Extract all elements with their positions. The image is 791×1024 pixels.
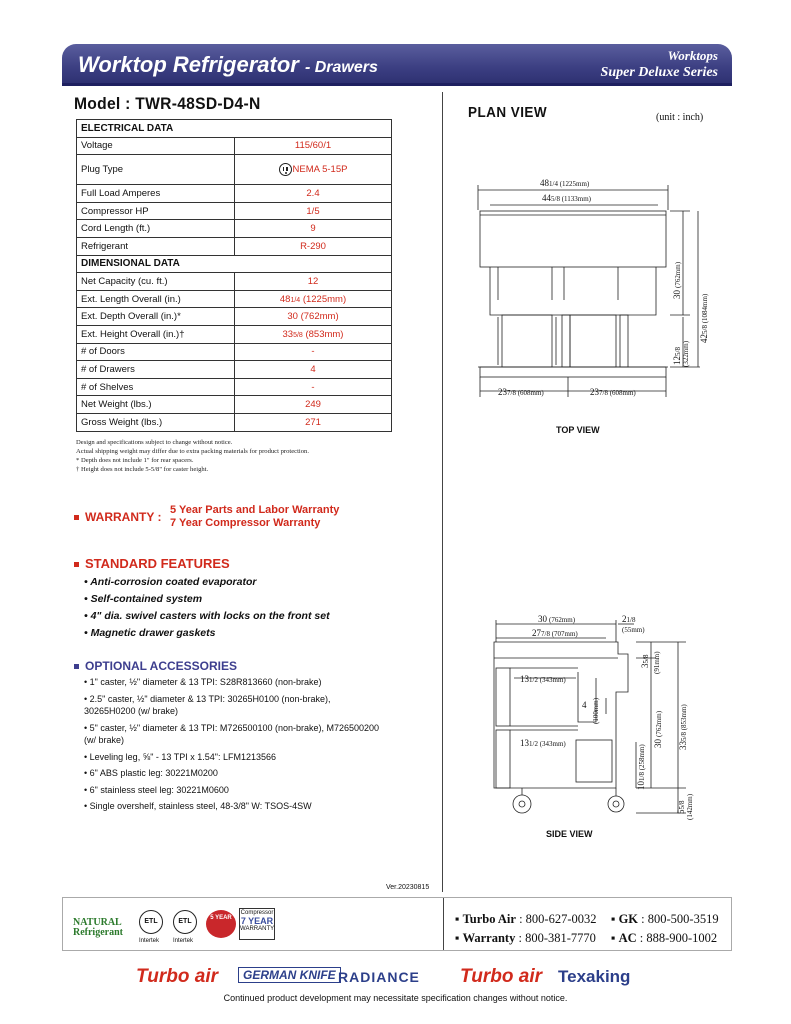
row-value: 12 [235, 273, 392, 291]
dim-depth-overall: 42 [699, 334, 709, 343]
row-value [235, 155, 392, 185]
contact-name: Turbo Air [462, 912, 516, 926]
table-row [77, 308, 392, 326]
svg-text:131/2 (343mm) [520, 674, 566, 684]
top-view-caption: TOP VIEW [556, 425, 600, 435]
version-label: Ver.20230815 [386, 884, 430, 891]
value-main: 48 [279, 293, 291, 305]
dim-half2-frac: 7/8 (608mm) [599, 389, 636, 397]
side-dim-height30-mm: (762mm) [655, 710, 663, 737]
note-line: Actual shipping weight may differ due to extra packing materials for product protection. [76, 448, 309, 455]
table-row [77, 273, 392, 291]
row-label: # of Drawers [77, 361, 235, 379]
heading-text: OPTIONAL ACCESSORIES [85, 659, 238, 673]
optional-accessories-list [84, 676, 384, 817]
natural-refrigerant-logo [73, 918, 123, 938]
table-row [77, 290, 392, 308]
dim-half1: 23 [498, 387, 507, 397]
row-label: Refrigerant [77, 237, 235, 255]
disclaimer: Continued product development may necessitate specification changes without notice. [223, 993, 568, 1003]
svg-text:277/8 (707mm) [532, 628, 578, 638]
contact-phone: : 800-381-7770 [518, 931, 596, 945]
model-title: Model : TWR-48SD-D4-N [74, 94, 261, 113]
row-label: Cord Length (ft.) [77, 220, 235, 238]
warranty-heading [74, 510, 161, 524]
contact-name: AC [618, 931, 637, 945]
side-dim-rear: 2 [622, 614, 627, 624]
natural-l2: Refrigerant [73, 927, 123, 938]
row-label: Full Load Amperes [77, 185, 235, 203]
side-dim-gap-mm: (100mm) [592, 697, 600, 724]
list-item: • 5" caster, ½" diameter & 13 TPI: M726500100 (non-brake), M726500200 (w/ brake) [84, 722, 380, 745]
side-dim-depth: 30 [538, 614, 547, 624]
top-view-drawing [470, 175, 720, 405]
cert-label: Intertek [173, 938, 194, 944]
table-row [77, 413, 392, 431]
row-label: Gross Weight (lbs.) [77, 413, 235, 431]
contact-name: Warranty [462, 931, 516, 945]
page-title [78, 52, 378, 78]
row-value: 9 [235, 220, 392, 238]
row-label: Ext. Depth Overall (in.)* [77, 308, 235, 326]
dim-inner-width-frac: 5/8 (1133mm) [551, 195, 591, 203]
list-item: • 2.5" caster, ½" diameter & 13 TPI: 30265H0100 (non-brake), 30265H0200 (w/ brake) [84, 693, 331, 716]
dim-depth-mm: (762mm) [674, 261, 682, 288]
dim-drawer-ext-mm: (322mm) [682, 340, 690, 367]
list-item: • 1" caster, ½" diameter & 13 TPI: S28R813660 (non-brake) [84, 677, 322, 687]
svg-text:335/8 (853mm) [678, 704, 688, 750]
row-value: - [235, 343, 392, 361]
five-year-warranty-badge: 5 YEAR [206, 910, 236, 938]
seven-year-warranty-badge [239, 908, 275, 940]
bullet-icon [74, 562, 79, 567]
row-value [235, 325, 392, 343]
table-row [77, 343, 392, 361]
table-row [77, 361, 392, 379]
unit-label: (unit : inch) [656, 112, 704, 123]
value-main: 33 [282, 328, 294, 340]
contact-phone: : 888-900-1002 [639, 931, 718, 945]
table-row [77, 237, 392, 255]
plug-icon [279, 163, 292, 176]
side-dim-drawer2-frac: 1/2 (343mm) [529, 740, 566, 748]
svg-text:101/8 (258mm) [636, 744, 646, 790]
contact-phone: : 800-627-0032 [519, 912, 597, 926]
list-item: • Anti-corrosion coated evaporator [84, 576, 257, 588]
row-value: 4 [235, 361, 392, 379]
list-item: • Magnetic drawer gaskets [84, 627, 216, 639]
badge7-bottom: WARRANTY [240, 926, 275, 932]
side-dim-height30: 30 [653, 739, 663, 748]
side-dim-height-overall: 33 [678, 741, 688, 750]
side-dim-caster: 5 [676, 809, 686, 814]
row-label: Compressor HP [77, 202, 235, 220]
standard-features-list [84, 574, 330, 642]
spec-notes [76, 438, 309, 474]
list-item: • 6" stainless steel leg: 30221M0600 [84, 784, 229, 795]
dim-drawer-ext: 12 [672, 356, 682, 365]
plug-type-value: NEMA 5-15P [292, 164, 348, 176]
value-tail: (853mm) [302, 328, 344, 340]
natural-l1: NATURAL [73, 917, 122, 928]
dim-overall-width-frac: 1/4 (1225mm) [549, 180, 590, 188]
side-dim-drawer1: 13 [520, 674, 529, 684]
dim-inner-width: 44 [542, 193, 551, 203]
turbo-air-logo: Turbo air [136, 966, 218, 987]
list-item: • 6" ABS plastic leg: 30221M0200 [84, 768, 218, 778]
table-row [77, 137, 392, 155]
svg-text:131/2 (343mm) [520, 738, 566, 748]
contact-row: ▪ Warranty : 800-381-7770 ▪ AC : 888-900-1002 [455, 931, 718, 945]
side-dim-top-h-frac: 5/8 [642, 654, 650, 664]
dim-depth-overall-frac: 5/8 (1084mm) [701, 293, 709, 334]
warranty-line2: 7 Year Compressor Warranty [170, 517, 321, 529]
contact-list [455, 910, 719, 948]
contact-phone: : 800-500-3519 [641, 912, 719, 926]
side-dim-gap: 4 [582, 700, 587, 710]
side-dim-inner-depth: 27 [532, 628, 541, 638]
svg-text:55/8 [676, 800, 686, 814]
svg-text:30(762mm) [672, 261, 682, 299]
dim-half1-frac: 7/8 (608mm) [507, 389, 544, 397]
row-label: Voltage [77, 137, 235, 155]
row-value: 1/5 [235, 202, 392, 220]
table-row [77, 220, 392, 238]
badge7-big: 7 YEAR [240, 916, 274, 926]
side-dim-lower: 10 [636, 781, 646, 790]
header-banner [62, 44, 732, 86]
table-row [77, 396, 392, 414]
series-label [601, 47, 718, 81]
optional-accessories-heading [74, 659, 237, 673]
row-value: 115/60/1 [235, 137, 392, 155]
row-label: Net Weight (lbs.) [77, 396, 235, 414]
side-dim-rear-frac: 1/8 [626, 616, 636, 624]
texaking-logo: Texaking [558, 967, 631, 986]
row-label: Ext. Length Overall (in.) [77, 290, 235, 308]
svg-text:237/8 (608mm) [498, 387, 544, 397]
svg-text:35/8 [640, 654, 650, 668]
value-frac: 1/4 [290, 296, 301, 304]
brand-logos [130, 964, 670, 990]
side-dim-rear-mm: (55mm) [622, 626, 645, 634]
side-dim-top-h: 3 [640, 663, 650, 668]
side-view-caption: SIDE VIEW [546, 829, 593, 839]
svg-text:481/4 (1225mm) [540, 178, 590, 188]
footer-divider [443, 898, 444, 950]
table-row [77, 185, 392, 203]
row-value: 30 (762mm) [235, 308, 392, 326]
row-label: # of Doors [77, 343, 235, 361]
row-value: 2.4 [235, 185, 392, 203]
series-line1: Worktops [667, 48, 718, 63]
heading-text: STANDARD FEATURES [85, 556, 230, 571]
side-view-drawing [486, 612, 706, 826]
row-value: R-290 [235, 237, 392, 255]
german-knife-logo: GERMAN KNIFE [238, 967, 341, 983]
svg-text:21/8 [622, 614, 636, 624]
side-dim-lower-frac: 1/8 (258mm) [638, 744, 646, 781]
dim-overall-width: 48 [540, 178, 549, 188]
svg-text:30(762mm) [653, 710, 663, 748]
row-label: Ext. Height Overall (in.)† [77, 325, 235, 343]
value-frac: 5/8 [293, 331, 303, 339]
side-dim-depth-mm: (762mm) [549, 616, 576, 624]
list-item: • Single overshelf, stainless steel, 48-3/8" W: TSOS-4SW [84, 801, 312, 811]
row-value [235, 290, 392, 308]
electrical-header: ELECTRICAL DATA [77, 120, 392, 138]
svg-text:125/8 [672, 347, 682, 365]
side-dim-top-h-mm: (91mm) [653, 651, 661, 674]
etl-cert-icon: ETL [139, 910, 163, 934]
table-row [77, 155, 392, 185]
warranty-label: WARRANTY : [85, 510, 162, 524]
dimensional-header: DIMENSIONAL DATA [77, 255, 392, 273]
note-line: Design and specifications subject to change without notice. [76, 439, 233, 446]
list-item: • Self-contained system [84, 593, 203, 605]
bullet-icon [74, 515, 79, 520]
table-row [77, 202, 392, 220]
turbo-air-logo: Turbo air [460, 966, 542, 987]
row-value: 271 [235, 413, 392, 431]
list-item: • Leveling leg, ⅝" - 13 TPI x 1.54": LFM1213566 [84, 751, 276, 762]
contact-row: ▪ Turbo Air : 800-627-0032 ▪ GK : 800-500-3519 [455, 912, 719, 926]
cert-label: Intertek [139, 938, 160, 944]
note-line: † Height does not include 5-5/8" for caster height. [76, 466, 209, 473]
side-dim-drawer2: 13 [520, 738, 529, 748]
plan-view-heading: PLAN VIEW [468, 104, 548, 121]
dim-depth: 30 [672, 290, 682, 299]
row-value: - [235, 378, 392, 396]
row-label: Plug Type [77, 155, 235, 185]
series-line2: Super Deluxe Series [600, 65, 718, 80]
side-dim-drawer1-frac: 1/2 (343mm) [529, 676, 566, 684]
svg-text:237/8 (608mm) [590, 387, 636, 397]
svg-text:425/8 (1084mm) [699, 293, 709, 343]
subtitle-text: - Drawers [304, 59, 378, 76]
side-dim-caster-frac: 5/8 [678, 800, 686, 810]
side-dim-caster-mm: (142mm) [686, 793, 694, 820]
etl-sanitation-cert-icon: ETL [173, 910, 197, 934]
contact-name: GK [618, 912, 639, 926]
standard-features-heading [74, 556, 230, 571]
svg-text:30(762mm) [538, 614, 576, 624]
bullet-icon [74, 664, 79, 669]
note-line: * Depth does not include 1" for rear spacers. [76, 457, 194, 464]
warranty-line1: 5 Year Parts and Labor Warranty [170, 504, 340, 516]
row-label: # of Shelves [77, 378, 235, 396]
row-label: Net Capacity (cu. ft.) [77, 273, 235, 291]
table-row [77, 325, 392, 343]
row-value: 249 [235, 396, 392, 414]
side-dim-inner-depth-frac: 7/8 (707mm) [541, 630, 578, 638]
side-dim-height-overall-frac: 5/8 (853mm) [680, 704, 688, 741]
svg-text:445/8 (1133mm) [542, 193, 592, 203]
dim-drawer-ext-frac: 5/8 [674, 347, 682, 356]
footer-box [62, 897, 732, 951]
title-text: Worktop Refrigerator [78, 52, 299, 77]
table-row [77, 378, 392, 396]
dim-half2: 23 [590, 387, 599, 397]
column-divider [442, 92, 443, 892]
spec-table [76, 119, 392, 432]
value-tail: (1225mm) [300, 293, 347, 305]
list-item: • 4" dia. swivel casters with locks on the front set [84, 610, 330, 622]
radiance-logo: RADIANCE [338, 969, 420, 985]
badge7-top: Compressor [240, 910, 274, 916]
